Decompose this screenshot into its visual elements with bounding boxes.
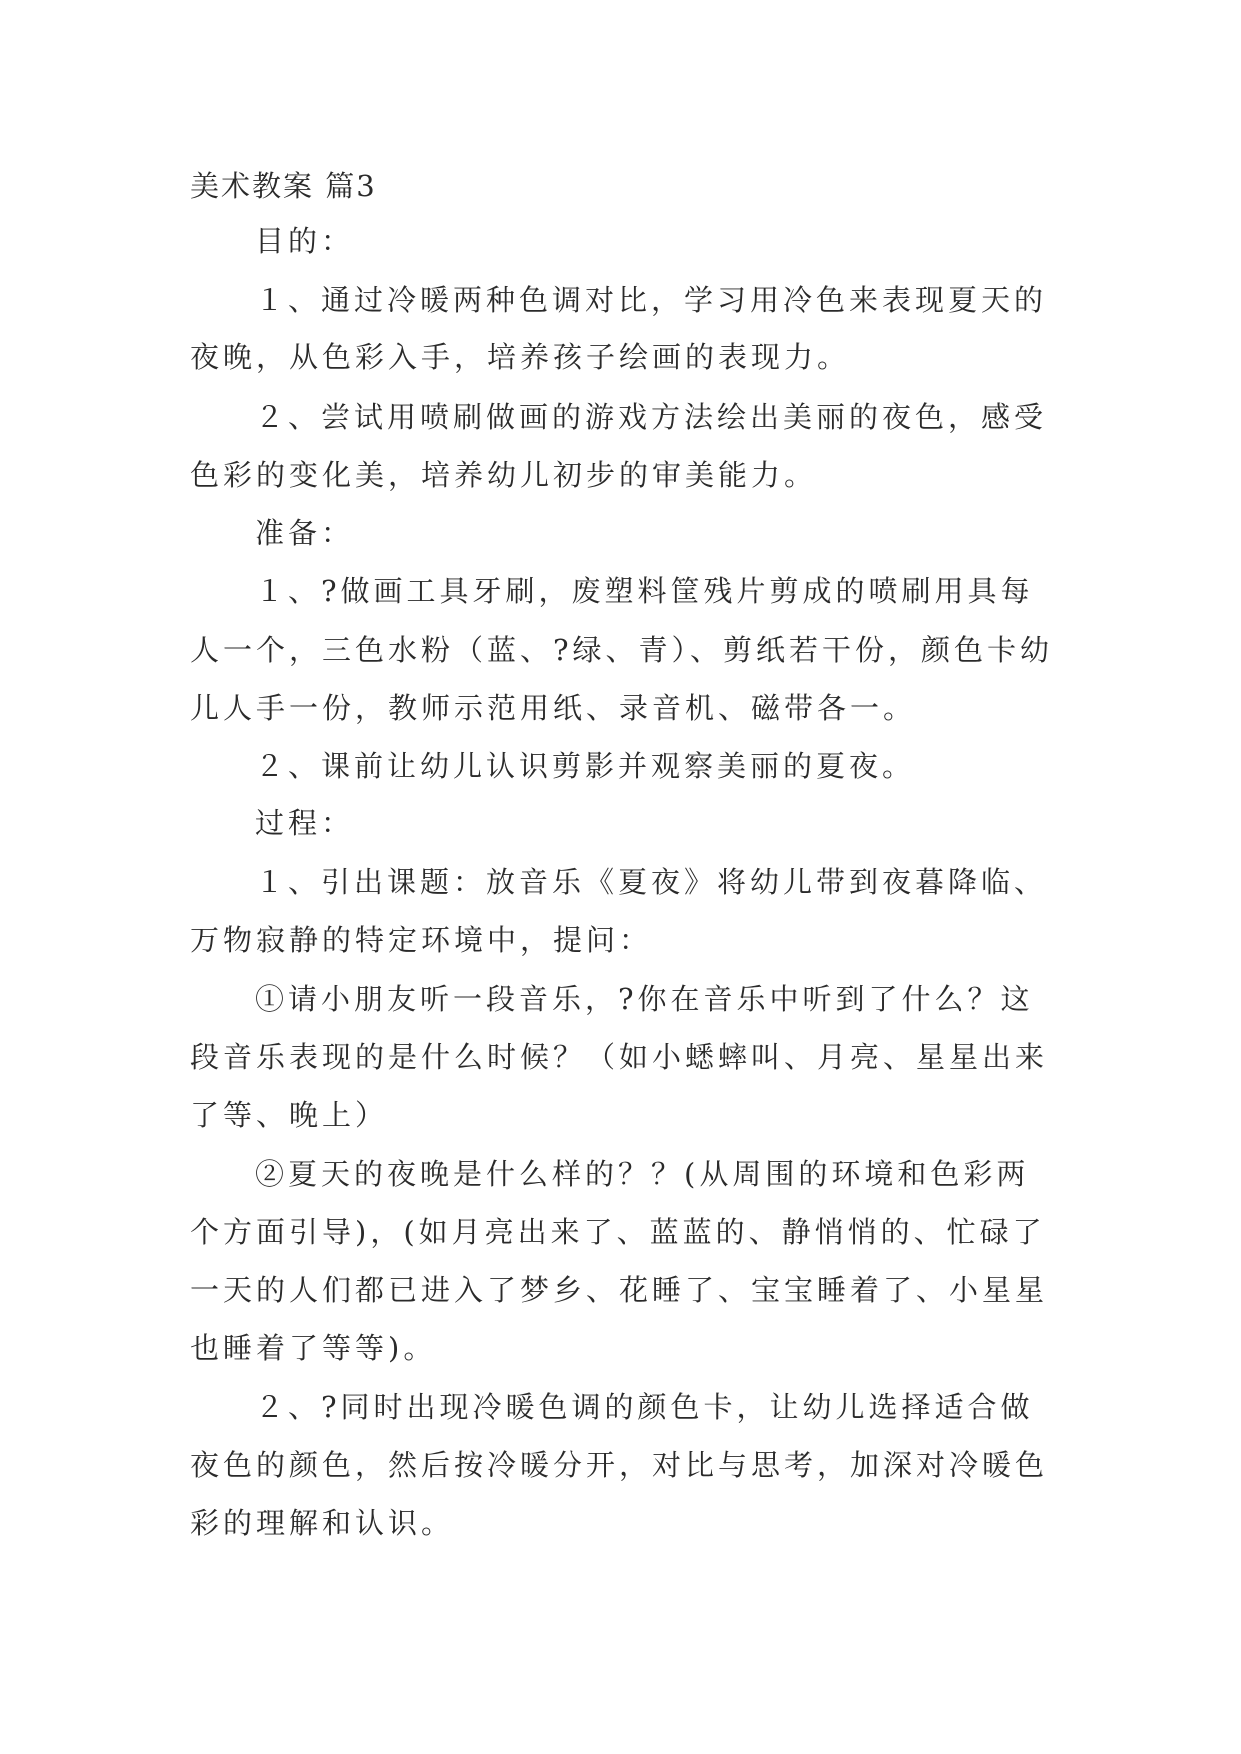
paragraph-line: ①请小朋友听一段音乐，?你在音乐中听到了什么？这 <box>255 982 1034 1016</box>
paragraph-line: 人一个，三色水粉（蓝、?绿、青）、剪纸若干份，颜色卡幼 <box>190 633 1054 667</box>
paragraph-line: 儿人手一份，教师示范用纸、录音机、磁带各一。 <box>190 691 917 725</box>
paragraph-line: 万物寂静的特定环境中，提问： <box>190 923 653 957</box>
section-heading-preparation: 准备： <box>255 516 355 550</box>
paragraph-line: 段音乐表现的是什么时候？（如小蟋蟀叫、月亮、星星出来 <box>190 1040 1049 1074</box>
document-title: 美术教案 篇3 <box>190 169 377 203</box>
paragraph-line: 一天的人们都已进入了梦乡、花睡了、宝宝睡着了、小星星 <box>190 1273 1049 1307</box>
paragraph-line: ２、尝试用喷刷做画的游戏方法绘出美丽的夜色，感受 <box>255 400 1048 434</box>
paragraph-line: 也睡着了等等)。 <box>190 1331 437 1365</box>
paragraph-line: 彩的理解和认识。 <box>190 1506 455 1540</box>
paragraph-line: 色彩的变化美，培养幼儿初步的审美能力。 <box>190 458 818 492</box>
paragraph-line: ２、课前让幼儿认识剪影并观察美丽的夏夜。 <box>255 749 916 783</box>
paragraph-line: ②夏天的夜晚是什么样的？？(从周围的环境和色彩两 <box>255 1157 1030 1191</box>
paragraph-line: １、?做画工具牙刷，废塑料筐残片剪成的喷刷用具每 <box>255 574 1034 608</box>
paragraph-line: １、通过冷暖两种色调对比，学习用冷色来表现夏天的 <box>255 283 1048 317</box>
paragraph-line: 夜色的颜色，然后按冷暖分开，对比与思考，加深对冷暖色 <box>190 1448 1049 1482</box>
paragraph-line: 了等、晚上） <box>190 1098 389 1132</box>
paragraph-line: ２、?同时出现冷暖色调的颜色卡，让幼儿选择适合做 <box>255 1390 1034 1424</box>
section-heading-process: 过程： <box>255 806 355 840</box>
paragraph-line: 个方面引导)，(如月亮出来了、蓝蓝的、静悄悄的、忙碌了 <box>190 1215 1046 1249</box>
section-heading-purpose: 目的： <box>255 224 355 258</box>
paragraph-line: １、引出课题：放音乐《夏夜》将幼儿带到夜暮降临、 <box>255 865 1048 899</box>
paragraph-line: 夜晚，从色彩入手，培养孩子绘画的表现力。 <box>190 340 851 374</box>
